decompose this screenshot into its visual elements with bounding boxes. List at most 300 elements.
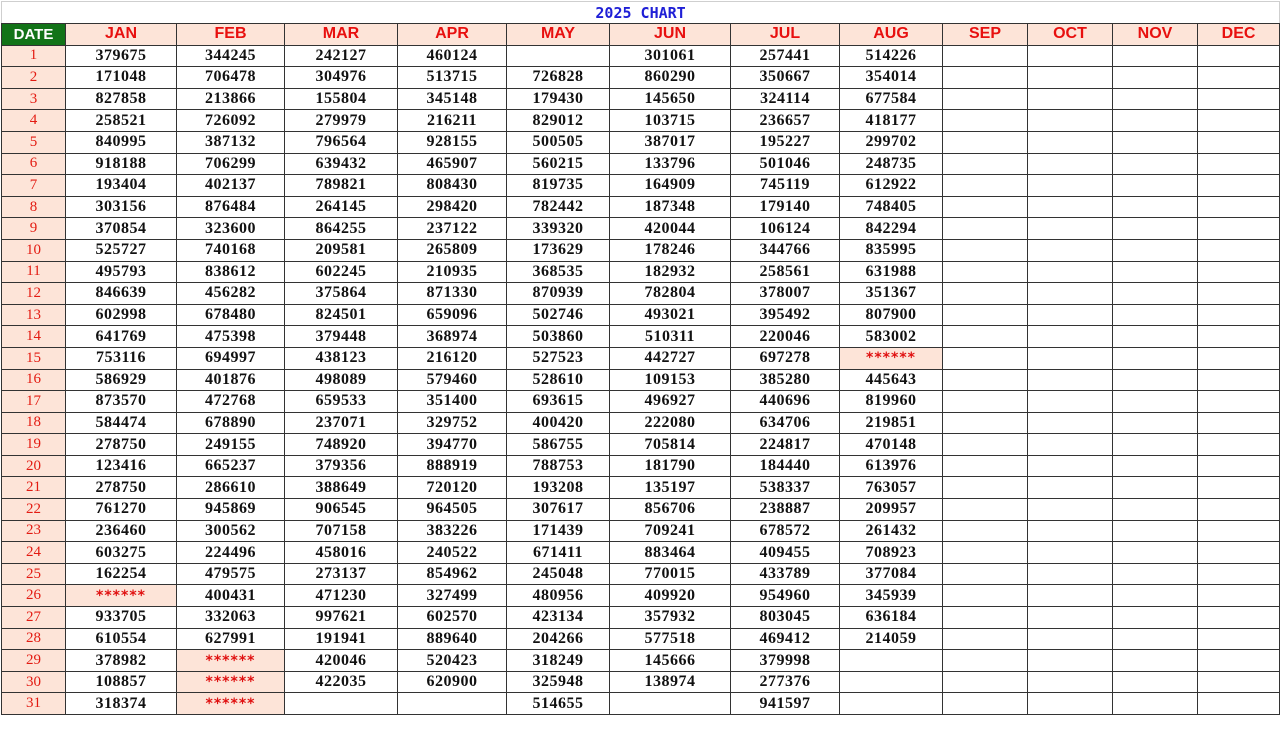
value-cell[interactable]: 171048 xyxy=(66,67,177,89)
date-cell[interactable]: 11 xyxy=(2,261,66,283)
value-cell[interactable]: 538337 xyxy=(731,477,840,499)
value-cell[interactable]: 242127 xyxy=(285,45,398,67)
value-cell[interactable] xyxy=(1198,304,1280,326)
value-cell[interactable] xyxy=(1113,131,1198,153)
value-cell[interactable]: 665237 xyxy=(177,455,285,477)
value-cell[interactable]: 502746 xyxy=(507,304,610,326)
value-cell[interactable]: 528610 xyxy=(507,369,610,391)
value-cell[interactable] xyxy=(1198,175,1280,197)
value-cell[interactable] xyxy=(840,693,943,715)
value-cell[interactable] xyxy=(1113,283,1198,305)
value-cell[interactable]: 224817 xyxy=(731,434,840,456)
value-cell[interactable]: 303156 xyxy=(66,196,177,218)
value-cell[interactable]: 264145 xyxy=(285,196,398,218)
value-cell[interactable]: 440696 xyxy=(731,391,840,413)
value-cell[interactable]: 195227 xyxy=(731,131,840,153)
value-cell[interactable] xyxy=(943,153,1028,175)
value-cell[interactable]: 210935 xyxy=(398,261,507,283)
value-cell[interactable]: 634706 xyxy=(731,412,840,434)
value-cell[interactable]: 245048 xyxy=(507,563,610,585)
value-cell[interactable]: 123416 xyxy=(66,455,177,477)
value-cell[interactable] xyxy=(1028,455,1113,477)
value-cell[interactable] xyxy=(1028,650,1113,672)
value-cell[interactable]: 323600 xyxy=(177,218,285,240)
value-cell[interactable] xyxy=(943,434,1028,456)
date-cell[interactable]: 27 xyxy=(2,607,66,629)
value-cell[interactable]: 109153 xyxy=(610,369,731,391)
value-cell[interactable]: 480956 xyxy=(507,585,610,607)
date-cell[interactable]: 29 xyxy=(2,650,66,672)
value-cell[interactable] xyxy=(1113,153,1198,175)
value-cell[interactable]: 279979 xyxy=(285,110,398,132)
value-cell[interactable] xyxy=(1113,434,1198,456)
value-cell[interactable] xyxy=(943,520,1028,542)
value-cell[interactable]: 370854 xyxy=(66,218,177,240)
value-cell[interactable]: 469412 xyxy=(731,628,840,650)
value-cell[interactable]: 808430 xyxy=(398,175,507,197)
value-cell[interactable] xyxy=(1113,369,1198,391)
value-cell[interactable] xyxy=(1198,607,1280,629)
month-header-nov[interactable]: NOV xyxy=(1113,24,1198,46)
date-cell[interactable]: 18 xyxy=(2,412,66,434)
value-cell[interactable] xyxy=(1198,261,1280,283)
date-cell[interactable]: 6 xyxy=(2,153,66,175)
date-cell[interactable]: 22 xyxy=(2,499,66,521)
value-cell[interactable]: 379675 xyxy=(66,45,177,67)
value-cell[interactable]: 354014 xyxy=(840,67,943,89)
value-cell[interactable]: 997621 xyxy=(285,607,398,629)
value-cell[interactable] xyxy=(943,542,1028,564)
value-cell[interactable]: 387017 xyxy=(610,131,731,153)
value-cell[interactable]: 928155 xyxy=(398,131,507,153)
value-cell[interactable]: 472768 xyxy=(177,391,285,413)
value-cell[interactable] xyxy=(1113,499,1198,521)
value-cell[interactable]: 889640 xyxy=(398,628,507,650)
value-cell[interactable]: 351367 xyxy=(840,283,943,305)
value-cell[interactable]: 238887 xyxy=(731,499,840,521)
date-cell[interactable]: 4 xyxy=(2,110,66,132)
value-cell[interactable]: 135197 xyxy=(610,477,731,499)
value-cell[interactable]: 344245 xyxy=(177,45,285,67)
value-cell[interactable]: 753116 xyxy=(66,347,177,369)
value-cell[interactable]: 345939 xyxy=(840,585,943,607)
value-cell[interactable]: 748405 xyxy=(840,196,943,218)
value-cell[interactable] xyxy=(1113,650,1198,672)
value-cell[interactable] xyxy=(1198,67,1280,89)
value-cell[interactable]: 216211 xyxy=(398,110,507,132)
value-cell[interactable] xyxy=(840,650,943,672)
value-cell[interactable] xyxy=(1198,455,1280,477)
value-cell[interactable]: 300562 xyxy=(177,520,285,542)
value-cell[interactable]: 456282 xyxy=(177,283,285,305)
value-cell[interactable] xyxy=(943,693,1028,715)
value-cell[interactable]: 871330 xyxy=(398,283,507,305)
value-cell[interactable] xyxy=(1198,45,1280,67)
value-cell[interactable]: 236657 xyxy=(731,110,840,132)
value-cell[interactable]: 187348 xyxy=(610,196,731,218)
date-cell[interactable]: 19 xyxy=(2,434,66,456)
value-cell[interactable]: 458016 xyxy=(285,542,398,564)
value-cell[interactable]: 602998 xyxy=(66,304,177,326)
value-cell[interactable]: 514226 xyxy=(840,45,943,67)
value-cell[interactable]: 500505 xyxy=(507,131,610,153)
value-cell[interactable]: 602570 xyxy=(398,607,507,629)
date-cell[interactable]: 2 xyxy=(2,67,66,89)
value-cell[interactable]: 400420 xyxy=(507,412,610,434)
value-cell[interactable]: 627991 xyxy=(177,628,285,650)
value-cell[interactable]: 209581 xyxy=(285,239,398,261)
value-cell[interactable]: 224496 xyxy=(177,542,285,564)
value-cell[interactable] xyxy=(1198,477,1280,499)
value-cell[interactable] xyxy=(1028,261,1113,283)
value-cell[interactable] xyxy=(610,693,731,715)
value-cell[interactable] xyxy=(1113,304,1198,326)
value-cell[interactable]: 770015 xyxy=(610,563,731,585)
value-cell[interactable] xyxy=(943,261,1028,283)
value-cell[interactable]: 577518 xyxy=(610,628,731,650)
date-cell[interactable]: 5 xyxy=(2,131,66,153)
value-cell[interactable] xyxy=(1198,693,1280,715)
value-cell[interactable]: 933705 xyxy=(66,607,177,629)
value-cell[interactable]: 162254 xyxy=(66,563,177,585)
value-cell[interactable]: 706478 xyxy=(177,67,285,89)
value-cell[interactable]: 720120 xyxy=(398,477,507,499)
value-cell[interactable] xyxy=(1198,153,1280,175)
masked-value-cell[interactable]: ****** xyxy=(177,693,285,715)
value-cell[interactable]: 350667 xyxy=(731,67,840,89)
value-cell[interactable]: 307617 xyxy=(507,499,610,521)
value-cell[interactable]: 329752 xyxy=(398,412,507,434)
value-cell[interactable] xyxy=(1198,499,1280,521)
value-cell[interactable]: 860290 xyxy=(610,67,731,89)
value-cell[interactable] xyxy=(1113,563,1198,585)
value-cell[interactable]: 819960 xyxy=(840,391,943,413)
value-cell[interactable] xyxy=(1198,585,1280,607)
value-cell[interactable]: 748920 xyxy=(285,434,398,456)
value-cell[interactable]: 378982 xyxy=(66,650,177,672)
value-cell[interactable]: 420046 xyxy=(285,650,398,672)
value-cell[interactable]: 375864 xyxy=(285,283,398,305)
value-cell[interactable]: 237071 xyxy=(285,412,398,434)
value-cell[interactable] xyxy=(943,45,1028,67)
value-cell[interactable]: 178246 xyxy=(610,239,731,261)
value-cell[interactable]: 579460 xyxy=(398,369,507,391)
value-cell[interactable] xyxy=(1113,477,1198,499)
value-cell[interactable]: 164909 xyxy=(610,175,731,197)
value-cell[interactable]: 460124 xyxy=(398,45,507,67)
value-cell[interactable]: 906545 xyxy=(285,499,398,521)
value-cell[interactable]: 442727 xyxy=(610,347,731,369)
month-header-jul[interactable]: JUL xyxy=(731,24,840,46)
value-cell[interactable]: 707158 xyxy=(285,520,398,542)
value-cell[interactable] xyxy=(1028,628,1113,650)
value-cell[interactable] xyxy=(1113,671,1198,693)
value-cell[interactable] xyxy=(1028,585,1113,607)
value-cell[interactable] xyxy=(943,585,1028,607)
value-cell[interactable] xyxy=(1198,196,1280,218)
value-cell[interactable]: 193404 xyxy=(66,175,177,197)
value-cell[interactable]: 819735 xyxy=(507,175,610,197)
value-cell[interactable]: 870939 xyxy=(507,283,610,305)
value-cell[interactable] xyxy=(1113,326,1198,348)
value-cell[interactable]: 394770 xyxy=(398,434,507,456)
month-header-apr[interactable]: APR xyxy=(398,24,507,46)
value-cell[interactable]: 586755 xyxy=(507,434,610,456)
value-cell[interactable] xyxy=(1028,175,1113,197)
value-cell[interactable]: 181790 xyxy=(610,455,731,477)
value-cell[interactable]: 873570 xyxy=(66,391,177,413)
date-cell[interactable]: 3 xyxy=(2,88,66,110)
value-cell[interactable]: 402137 xyxy=(177,175,285,197)
value-cell[interactable] xyxy=(1113,607,1198,629)
value-cell[interactable]: 423134 xyxy=(507,607,610,629)
date-cell[interactable]: 10 xyxy=(2,239,66,261)
value-cell[interactable] xyxy=(943,347,1028,369)
value-cell[interactable] xyxy=(1028,304,1113,326)
date-cell[interactable]: 26 xyxy=(2,585,66,607)
value-cell[interactable]: 103715 xyxy=(610,110,731,132)
value-cell[interactable] xyxy=(1028,196,1113,218)
value-cell[interactable]: 387132 xyxy=(177,131,285,153)
date-cell[interactable]: 25 xyxy=(2,563,66,585)
value-cell[interactable] xyxy=(1113,391,1198,413)
month-header-mar[interactable]: MAR xyxy=(285,24,398,46)
value-cell[interactable] xyxy=(943,369,1028,391)
value-cell[interactable] xyxy=(1028,88,1113,110)
value-cell[interactable]: 838612 xyxy=(177,261,285,283)
value-cell[interactable] xyxy=(1198,131,1280,153)
value-cell[interactable]: 357932 xyxy=(610,607,731,629)
value-cell[interactable]: 327499 xyxy=(398,585,507,607)
value-cell[interactable]: 584474 xyxy=(66,412,177,434)
value-cell[interactable]: 493021 xyxy=(610,304,731,326)
value-cell[interactable] xyxy=(1198,671,1280,693)
value-cell[interactable]: 395492 xyxy=(731,304,840,326)
value-cell[interactable] xyxy=(1028,391,1113,413)
value-cell[interactable] xyxy=(1028,499,1113,521)
value-cell[interactable]: 520423 xyxy=(398,650,507,672)
value-cell[interactable] xyxy=(943,412,1028,434)
value-cell[interactable] xyxy=(1113,196,1198,218)
value-cell[interactable] xyxy=(1028,239,1113,261)
value-cell[interactable] xyxy=(1028,153,1113,175)
value-cell[interactable]: 740168 xyxy=(177,239,285,261)
value-cell[interactable]: 209957 xyxy=(840,499,943,521)
value-cell[interactable]: 324114 xyxy=(731,88,840,110)
value-cell[interactable]: 351400 xyxy=(398,391,507,413)
value-cell[interactable] xyxy=(1028,67,1113,89)
value-cell[interactable]: 788753 xyxy=(507,455,610,477)
date-column-header[interactable]: DATE xyxy=(2,24,66,46)
value-cell[interactable] xyxy=(943,563,1028,585)
value-cell[interactable]: 278750 xyxy=(66,434,177,456)
value-cell[interactable]: 422035 xyxy=(285,671,398,693)
value-cell[interactable]: 249155 xyxy=(177,434,285,456)
value-cell[interactable]: 709241 xyxy=(610,520,731,542)
value-cell[interactable]: 318374 xyxy=(66,693,177,715)
value-cell[interactable]: 368974 xyxy=(398,326,507,348)
value-cell[interactable] xyxy=(1113,585,1198,607)
value-cell[interactable] xyxy=(1198,542,1280,564)
value-cell[interactable]: 257441 xyxy=(731,45,840,67)
value-cell[interactable]: 332063 xyxy=(177,607,285,629)
masked-value-cell[interactable]: ****** xyxy=(66,585,177,607)
value-cell[interactable] xyxy=(1198,326,1280,348)
value-cell[interactable]: 586929 xyxy=(66,369,177,391)
value-cell[interactable] xyxy=(943,671,1028,693)
value-cell[interactable] xyxy=(1028,131,1113,153)
value-cell[interactable]: 379356 xyxy=(285,455,398,477)
value-cell[interactable]: 108857 xyxy=(66,671,177,693)
month-header-may[interactable]: MAY xyxy=(507,24,610,46)
value-cell[interactable]: 888919 xyxy=(398,455,507,477)
value-cell[interactable]: 693615 xyxy=(507,391,610,413)
value-cell[interactable]: 495793 xyxy=(66,261,177,283)
value-cell[interactable]: 339320 xyxy=(507,218,610,240)
value-cell[interactable] xyxy=(1198,434,1280,456)
date-cell[interactable]: 16 xyxy=(2,369,66,391)
value-cell[interactable] xyxy=(1113,88,1198,110)
value-cell[interactable]: 705814 xyxy=(610,434,731,456)
value-cell[interactable]: 796564 xyxy=(285,131,398,153)
date-cell[interactable]: 20 xyxy=(2,455,66,477)
value-cell[interactable] xyxy=(1028,412,1113,434)
value-cell[interactable]: 258521 xyxy=(66,110,177,132)
value-cell[interactable]: 954960 xyxy=(731,585,840,607)
value-cell[interactable] xyxy=(1113,412,1198,434)
value-cell[interactable] xyxy=(1028,542,1113,564)
value-cell[interactable]: 193208 xyxy=(507,477,610,499)
value-cell[interactable]: 214059 xyxy=(840,628,943,650)
value-cell[interactable]: 445643 xyxy=(840,369,943,391)
value-cell[interactable] xyxy=(1198,283,1280,305)
value-cell[interactable]: 179140 xyxy=(731,196,840,218)
value-cell[interactable]: 659533 xyxy=(285,391,398,413)
value-cell[interactable] xyxy=(943,131,1028,153)
value-cell[interactable] xyxy=(1028,326,1113,348)
value-cell[interactable]: 501046 xyxy=(731,153,840,175)
value-cell[interactable]: 854962 xyxy=(398,563,507,585)
value-cell[interactable]: 383226 xyxy=(398,520,507,542)
value-cell[interactable]: 345148 xyxy=(398,88,507,110)
masked-value-cell[interactable]: ****** xyxy=(177,650,285,672)
value-cell[interactable] xyxy=(943,455,1028,477)
value-cell[interactable]: 377084 xyxy=(840,563,943,585)
date-cell[interactable]: 12 xyxy=(2,283,66,305)
value-cell[interactable]: 876484 xyxy=(177,196,285,218)
value-cell[interactable] xyxy=(1028,434,1113,456)
value-cell[interactable]: 671411 xyxy=(507,542,610,564)
value-cell[interactable] xyxy=(943,326,1028,348)
value-cell[interactable]: 240522 xyxy=(398,542,507,564)
value-cell[interactable]: 298420 xyxy=(398,196,507,218)
date-cell[interactable]: 28 xyxy=(2,628,66,650)
value-cell[interactable] xyxy=(1113,239,1198,261)
value-cell[interactable]: 835995 xyxy=(840,239,943,261)
value-cell[interactable]: 706299 xyxy=(177,153,285,175)
value-cell[interactable]: 745119 xyxy=(731,175,840,197)
value-cell[interactable] xyxy=(943,218,1028,240)
value-cell[interactable]: 216120 xyxy=(398,347,507,369)
value-cell[interactable]: 465907 xyxy=(398,153,507,175)
value-cell[interactable]: 179430 xyxy=(507,88,610,110)
value-cell[interactable]: 697278 xyxy=(731,347,840,369)
value-cell[interactable]: 325948 xyxy=(507,671,610,693)
value-cell[interactable]: 236460 xyxy=(66,520,177,542)
month-header-aug[interactable]: AUG xyxy=(840,24,943,46)
month-header-sep[interactable]: SEP xyxy=(943,24,1028,46)
value-cell[interactable]: 237122 xyxy=(398,218,507,240)
value-cell[interactable]: 603275 xyxy=(66,542,177,564)
value-cell[interactable]: 222080 xyxy=(610,412,731,434)
value-cell[interactable]: 726092 xyxy=(177,110,285,132)
value-cell[interactable]: 782442 xyxy=(507,196,610,218)
value-cell[interactable]: 842294 xyxy=(840,218,943,240)
value-cell[interactable]: 527523 xyxy=(507,347,610,369)
value-cell[interactable]: 761270 xyxy=(66,499,177,521)
value-cell[interactable]: 694997 xyxy=(177,347,285,369)
value-cell[interactable] xyxy=(840,671,943,693)
value-cell[interactable]: 470148 xyxy=(840,434,943,456)
value-cell[interactable]: 171439 xyxy=(507,520,610,542)
value-cell[interactable]: 438123 xyxy=(285,347,398,369)
value-cell[interactable]: 807900 xyxy=(840,304,943,326)
value-cell[interactable]: 379448 xyxy=(285,326,398,348)
value-cell[interactable] xyxy=(1198,563,1280,585)
value-cell[interactable]: 277376 xyxy=(731,671,840,693)
value-cell[interactable]: 261432 xyxy=(840,520,943,542)
value-cell[interactable]: 829012 xyxy=(507,110,610,132)
value-cell[interactable]: 840995 xyxy=(66,131,177,153)
value-cell[interactable] xyxy=(1198,369,1280,391)
date-cell[interactable]: 24 xyxy=(2,542,66,564)
value-cell[interactable]: 503860 xyxy=(507,326,610,348)
value-cell[interactable]: 145650 xyxy=(610,88,731,110)
value-cell[interactable]: 479575 xyxy=(177,563,285,585)
value-cell[interactable] xyxy=(1113,110,1198,132)
value-cell[interactable] xyxy=(1028,607,1113,629)
value-cell[interactable] xyxy=(1028,283,1113,305)
value-cell[interactable] xyxy=(398,693,507,715)
value-cell[interactable]: 301061 xyxy=(610,45,731,67)
value-cell[interactable]: 602245 xyxy=(285,261,398,283)
month-header-dec[interactable]: DEC xyxy=(1198,24,1280,46)
value-cell[interactable]: 639432 xyxy=(285,153,398,175)
value-cell[interactable]: 184440 xyxy=(731,455,840,477)
value-cell[interactable]: 420044 xyxy=(610,218,731,240)
value-cell[interactable]: 945869 xyxy=(177,499,285,521)
value-cell[interactable]: 964505 xyxy=(398,499,507,521)
value-cell[interactable]: 344766 xyxy=(731,239,840,261)
value-cell[interactable]: 219851 xyxy=(840,412,943,434)
value-cell[interactable]: 918188 xyxy=(66,153,177,175)
value-cell[interactable] xyxy=(285,693,398,715)
value-cell[interactable]: 496927 xyxy=(610,391,731,413)
value-cell[interactable]: 803045 xyxy=(731,607,840,629)
value-cell[interactable] xyxy=(1198,347,1280,369)
value-cell[interactable]: 418177 xyxy=(840,110,943,132)
value-cell[interactable]: 864255 xyxy=(285,218,398,240)
value-cell[interactable] xyxy=(1198,650,1280,672)
value-cell[interactable] xyxy=(943,239,1028,261)
value-cell[interactable] xyxy=(1198,239,1280,261)
value-cell[interactable]: 191941 xyxy=(285,628,398,650)
value-cell[interactable]: 304976 xyxy=(285,67,398,89)
value-cell[interactable] xyxy=(1113,175,1198,197)
date-cell[interactable]: 21 xyxy=(2,477,66,499)
value-cell[interactable]: 726828 xyxy=(507,67,610,89)
value-cell[interactable]: 265809 xyxy=(398,239,507,261)
